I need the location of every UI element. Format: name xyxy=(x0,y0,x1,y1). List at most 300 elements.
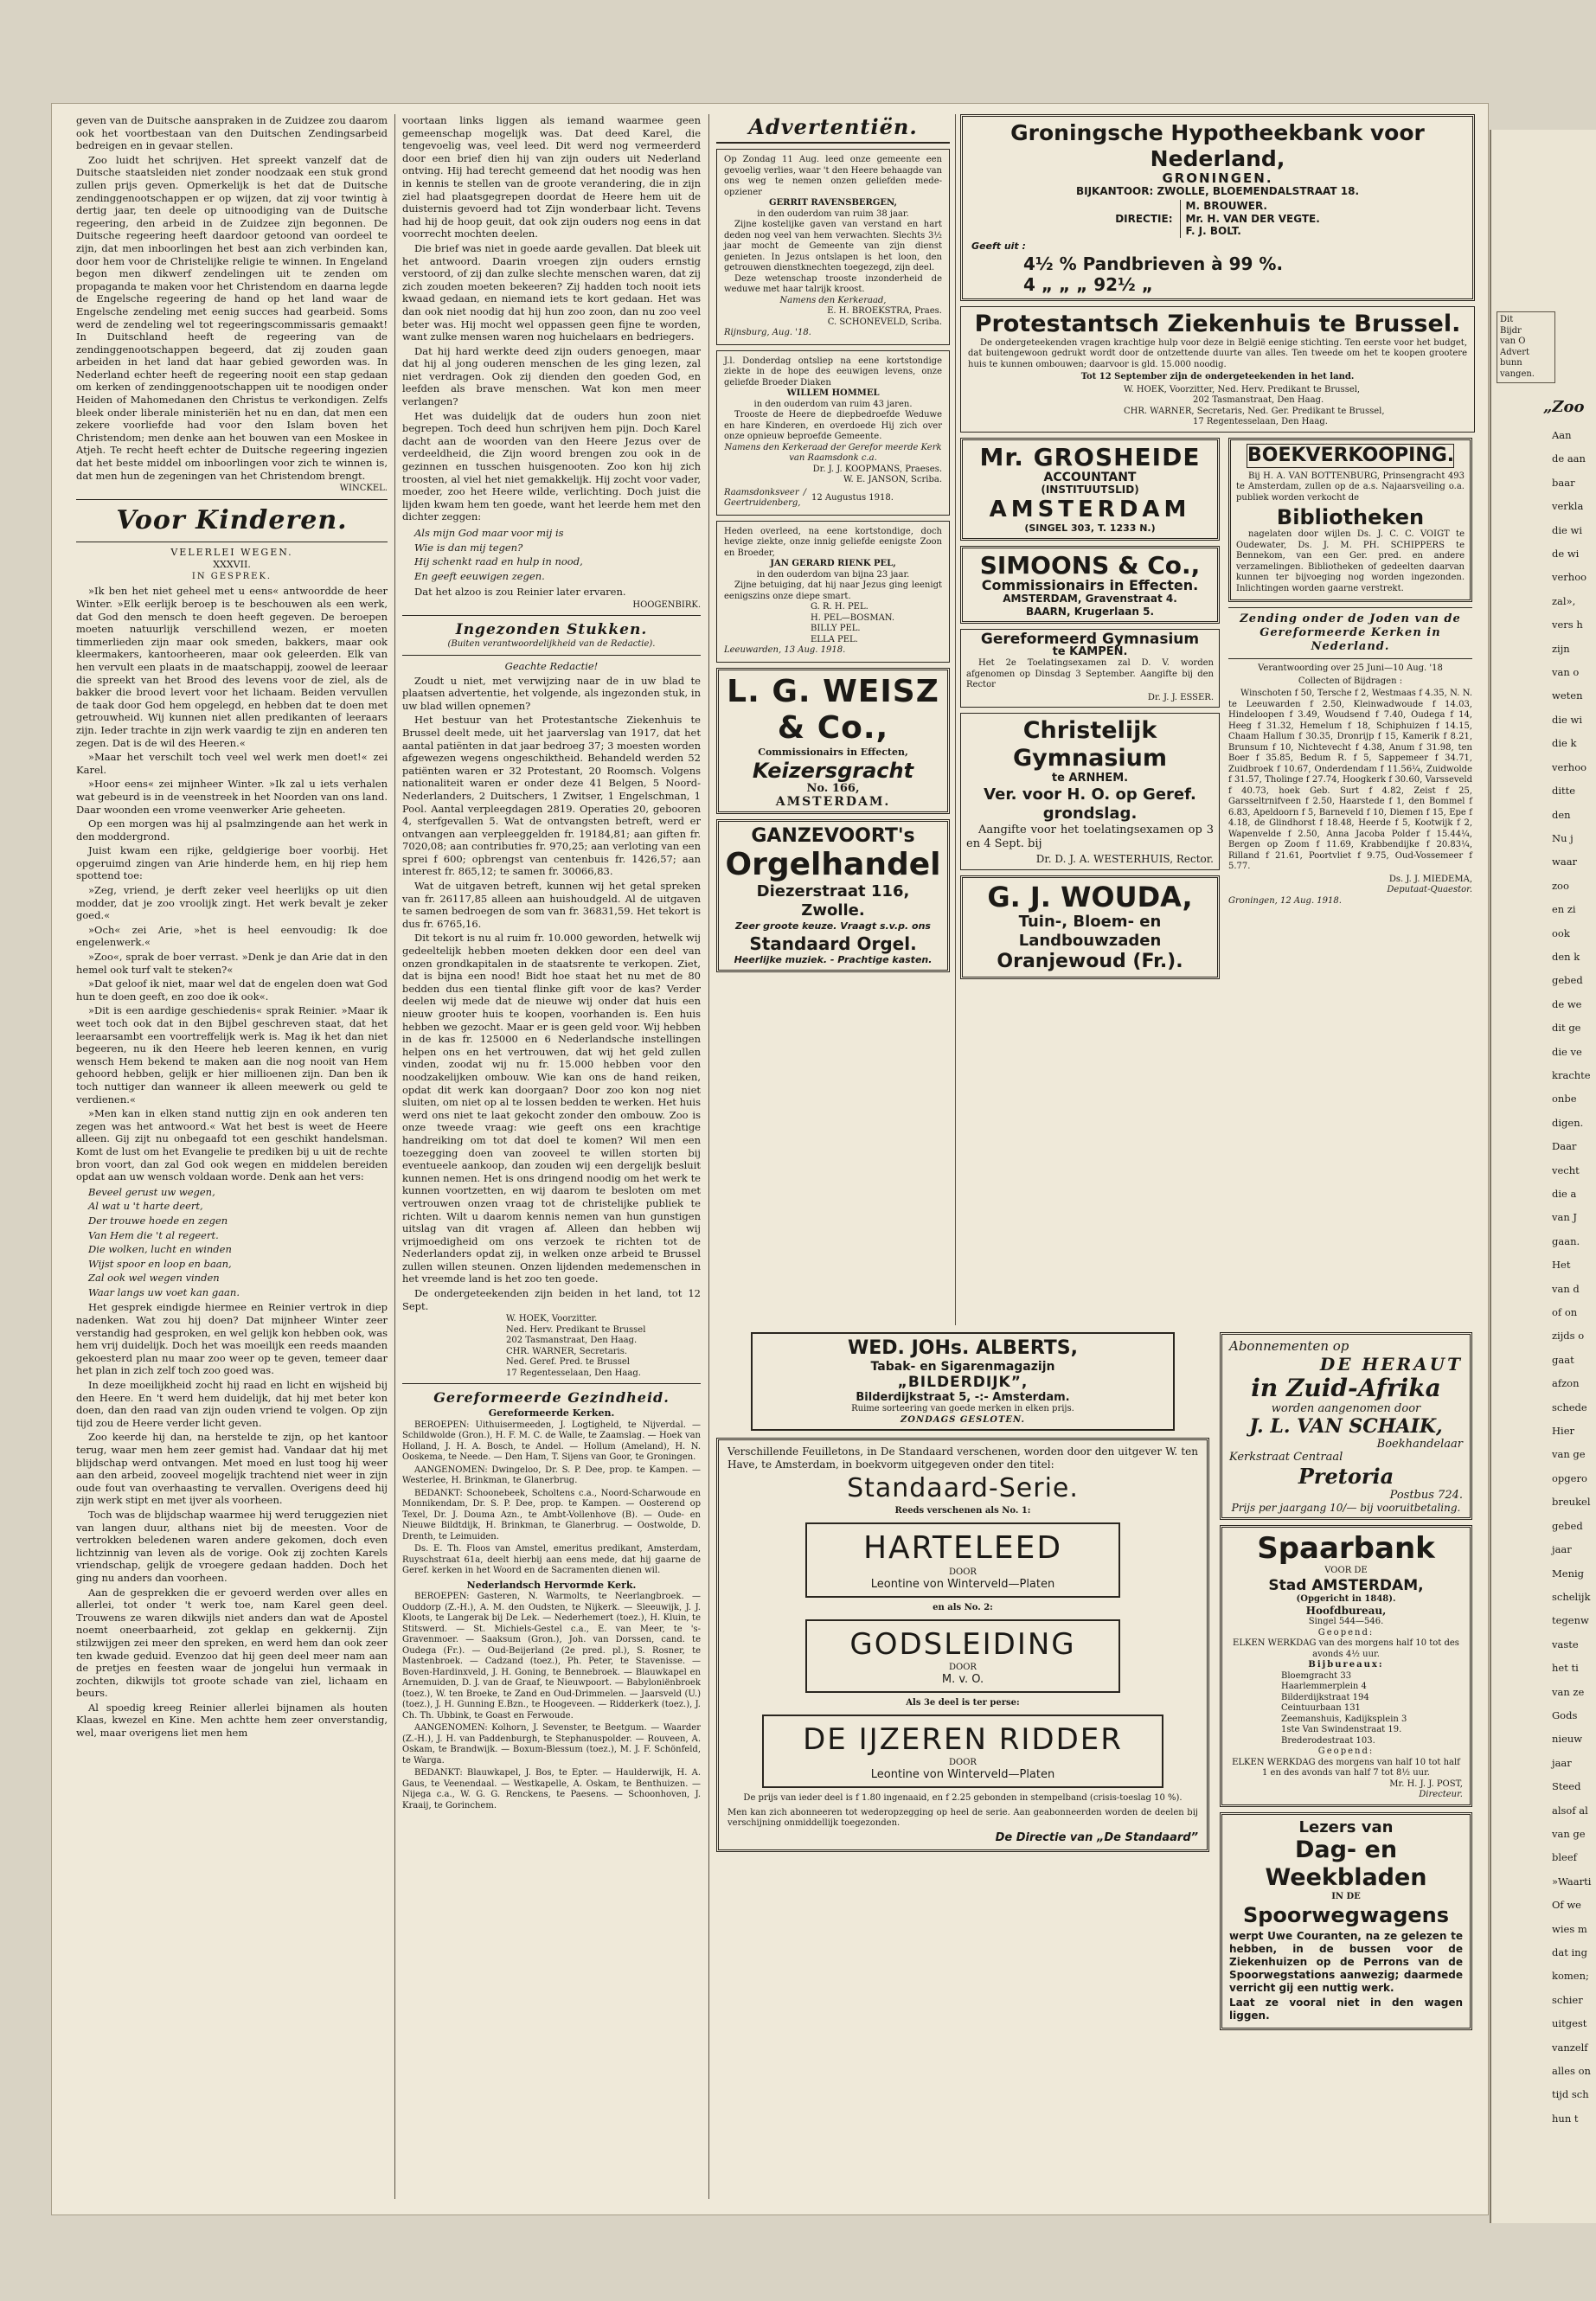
book-by: DOOR xyxy=(949,1757,977,1767)
ad-price: Prijs per jaargang 10/— bij vooruitbetaling. xyxy=(1231,1502,1461,1514)
section-heading: Voor Kinderen. xyxy=(116,504,348,535)
ad-standaard-serie xyxy=(716,1438,1209,1852)
ad-signature: De Directie van „De Standaard” xyxy=(995,1830,1198,1844)
notice-place: Raamsdonksveer / Geertruidenberg, xyxy=(724,487,806,508)
next-page-line: gebed xyxy=(1552,974,1583,987)
next-page-line: de wi xyxy=(1552,548,1580,561)
story-paragraph: »Dat geloof ik niet, maar wel dat de engelen doen wat God hun te doen geeft, en zoo doe ik ook«. xyxy=(76,977,388,1003)
ad-signature: Dr. D. J. A. WESTERHUIS, Rector. xyxy=(1035,852,1214,865)
ad-title: Lezers van xyxy=(1298,1817,1394,1836)
story-paragraph: Dat hij hard werkte deed zijn ouders genoegen, maar dat hij al jong ouderen menschen de les ging lezen, zal niet verdragen. Ook zij dienden den goeden God, en leefden als brave menschen. Wat kon men meer verlangen? xyxy=(402,344,701,408)
ad-text: worden aangenomen door xyxy=(1271,1402,1421,1415)
account-subtitle: Collecten of Bijdragen : xyxy=(1298,676,1403,686)
branch-address: Bilderdijkstraat 194 xyxy=(1281,1692,1369,1702)
ad-address: Postbus 724. xyxy=(1389,1489,1463,1502)
next-page-line: alles on xyxy=(1552,2065,1591,2078)
book-title: DE IJZEREN RIDDER xyxy=(803,1721,1123,1757)
letter-paragraph: Wat de uitgaven betreft, kunnen wij het getal spreken van fr. 26117,85 alleen aan huishoudgeld. Al de uitgaven te samen bedroegen de som van fr. 36831,59. Het tekort is dus fr. 6765,16. xyxy=(402,880,701,930)
column-4-advertisements xyxy=(960,114,1475,1368)
next-page-edge xyxy=(1490,130,1596,2223)
ad-text: VOOR DE xyxy=(1324,1566,1368,1575)
next-page-line: of on xyxy=(1552,1306,1578,1319)
ad-text: Hoofdbureau, xyxy=(1305,1605,1387,1617)
account-signature: Ds. J. J. MIEDEMA, xyxy=(1388,874,1472,884)
next-page-line: die k xyxy=(1552,737,1577,750)
book-title: GODSLEIDING xyxy=(849,1626,1076,1662)
ad-spaarbank xyxy=(1220,1525,1472,1807)
signature-line: W. HOEK, Voorzitter, Ned. Herv. Predikant te Brussel, xyxy=(1124,384,1361,394)
next-page-line: baar xyxy=(1552,476,1575,489)
ad-subtitle: (INSTITUUTSLID) xyxy=(1041,484,1139,497)
ad-title: Orgelhandel xyxy=(725,847,941,883)
signature-line: 202 Tasmanstraat, Den Haag. xyxy=(506,1336,638,1346)
ad-text: IN DE xyxy=(1331,1891,1361,1901)
series-number: en als No. 2: xyxy=(933,1603,993,1612)
poem-line: Al wat u 't harte deert, xyxy=(88,1200,203,1213)
next-page-line: dat ing xyxy=(1552,1946,1587,1958)
next-page-line: zoo xyxy=(1552,879,1569,892)
story-number: XXXVII. xyxy=(213,559,251,571)
poem-line: Wie is dan mij tegen? xyxy=(414,541,523,554)
next-page-line: het ti xyxy=(1552,1662,1579,1675)
ad-heraut xyxy=(1220,1332,1472,1520)
death-notice xyxy=(716,521,950,663)
column-rule xyxy=(708,114,709,2199)
next-page-fragment: Dit xyxy=(1500,315,1514,324)
ad-title: in Zuid-Afrika xyxy=(1251,1374,1441,1402)
letter-paragraph: Zoudt u niet, met verwijzing naar de in uw blad te plaatsen advertentie, het volgende, als ingezonden stuk, in uw blad willen opnemen? xyxy=(402,674,701,712)
notice-footer xyxy=(724,488,942,510)
subsection-heading: Gereformeerde Kerken. xyxy=(488,1407,615,1420)
book-author: M. v. O. xyxy=(941,1673,984,1686)
ad-text: De ondergeteekenden vragen krachtige hulp voor deze in België eenige stichting. Ten eerste voor het budget, dat buitengewoon gedrukt wordt door de ontzettende duurte van alles. Ten tweede om het te koopen grootere huis te kunnen ombouwen; daarvoor is gld. 15.000 noodig. xyxy=(968,337,1467,369)
next-page-line: uitgest xyxy=(1552,2017,1587,2030)
church-news: AANGENOMEN: Dwingeloo, Dr. S. P. Dee, prop. te Kampen. — Westerlee, H. Brinkman, te Glanerbrug. xyxy=(402,1465,701,1486)
notice-text: Trooste de Heere de diepbedroefde Weduwe en hare Kinderen, en overdoede Hij zich over onze opnieuw beproefde Gemeente. xyxy=(724,410,942,441)
next-page-line: opgero xyxy=(1552,1471,1587,1484)
story-subtitle: IN GESPREK. xyxy=(191,571,272,581)
ad-simoons xyxy=(960,546,1220,624)
next-page-line: ditte xyxy=(1552,785,1576,798)
letter-paragraph: De ondergeteekenden zijn beiden in het land, tot 12 Sept. xyxy=(402,1287,701,1312)
letter-paragraph: Het bestuur van het Protestantsche Ziekenhuis te Brussel deelt mede, uit het jaarverslag van 1917, dat het aantal patiënten in dat jaar bedroeg 37; 3 moesten worden afgewezen wegens ongeschiktheid. Behandeld werden 52 patiënten waren er 32 Protestant, 20 Roomsch. Volgens nationaliteit waren er onder deze 41 Belgen, 5 Noord-Nederlanders, 2 Duitschers, 1 Zwitser, 1 Engelschman, 1 Pool. Aantal verpleegdagen 2819. Operaties 20, gebooren 4, sterfgevallen 5. Wat de ontvangsten betreft, werd er ontvangen aan verpleeggelden fr. 19184,81; aan giften fr. 7020,08; aan contributies fr. 970,25; aan verloting van een sprei f 600; opbrengst van centenbuis fr. 1426,57; aan interest fr. 865,12; te samen fr. 30066,83. xyxy=(402,714,701,878)
ad-signatures xyxy=(1124,385,1467,428)
account-signature: Deputaat-Quaestor. xyxy=(1387,885,1472,895)
next-page-fragment: Bijdr xyxy=(1500,325,1522,336)
branch-address: 1ste Van Swindenstraat 19. xyxy=(1281,1725,1402,1734)
ad-number: No. 166, xyxy=(806,782,860,796)
notice-signature: Dr. J. J. KOOPMANS, Praeses. xyxy=(812,464,942,474)
ad-title: Standaard-Serie. xyxy=(847,1473,1079,1503)
divider xyxy=(76,499,388,500)
notice-text: in den ouderdom van ruim 43 jaren. xyxy=(753,399,913,409)
ad-city: Pretoria xyxy=(1298,1464,1394,1489)
book-author: Leontine von Winterveld—Platen xyxy=(870,1578,1055,1591)
book-by: DOOR xyxy=(949,1662,977,1672)
ad-gymnasium-kampen xyxy=(960,629,1220,708)
next-page-line: van ge xyxy=(1552,1827,1586,1840)
ad-alberts xyxy=(751,1332,1175,1431)
branch-address: Zeemanshuis, Kadijksplein 3 xyxy=(1281,1714,1407,1724)
ad-text: werpt Uwe Couranten, na ze gelezen te hebben, in de bussen voor de Ziekenhuizen op de Perrons van de Spoorwegstations aanwezig; daarmede verricht gij een nuttig werk. xyxy=(1229,1930,1463,1994)
branch-list xyxy=(1281,1671,1463,1747)
ad-title: G. J. WOUDA, xyxy=(987,880,1193,913)
divider xyxy=(402,1383,701,1384)
next-page-line: breukel xyxy=(1552,1496,1591,1509)
section-subtitle: (Buiten verantwoordelijkheid van de Redactie). xyxy=(447,639,656,650)
lower-advertisements xyxy=(716,1332,1475,2035)
poem-line: Wijst spoor en loop en baan, xyxy=(88,1257,232,1270)
signature-line: Ned. Geref. Pred. te Brussel xyxy=(506,1357,630,1368)
book-box xyxy=(805,1619,1120,1694)
ad-shopname: „BILDERDIJK”, xyxy=(897,1374,1029,1391)
ad-text: nagelaten door wijlen Ds. J. C. C. VOIGT te Oudewater, Ds. J. M. PH. SCHIPPERS te Bennekom, van een Ger. pred. en andere verzamelingen. Bibliotheken of gedeelten daarvan kunnen ter bijvoeging nog worden ingezonden. Inlichtingen worden gaarne verstrekt. xyxy=(1236,529,1465,593)
directors-list xyxy=(1180,200,1320,238)
director: M. BROUWER. xyxy=(1185,200,1267,213)
book-author: Leontine von Winterveld—Platen xyxy=(870,1768,1055,1781)
ad-hours: ELKEN WERKDAG van des morgens half 10 tot des avonds 4½ uur. xyxy=(1233,1638,1459,1659)
letter-signatures xyxy=(506,1314,701,1379)
next-page-line: Het xyxy=(1552,1259,1571,1272)
story-paragraph: In deze moeilijkheid zocht hij raad en licht en wijsheid bij den Heere. En 't werd hem duidelijk, dat hij met beter kon doen, dan den raad van zijn ouden vriend te volgen. Op zijn tijd zou de Heere verder licht geven. xyxy=(76,1379,388,1429)
adverts-heading: Advertentiën. xyxy=(716,114,950,144)
ad-title: Spoorwegwagens xyxy=(1242,1903,1450,1927)
lower-left xyxy=(716,1332,1209,2035)
notice-signature: W. E. JANSON, Scriba. xyxy=(843,475,942,484)
ad-address: Oranjewoud (Fr.). xyxy=(997,950,1183,972)
story-paragraph: »Zeg, vriend, je derft zeker veel heerlijks op uit dien modder, dat je zoo vroolijk zingt. Het werk bevalt je zeker goed.« xyxy=(76,884,388,922)
ad-grosheide xyxy=(960,438,1220,542)
ad-address: AMSTERDAM, Gravenstraat 4. xyxy=(1003,592,1177,605)
next-page-fragment: van O xyxy=(1500,336,1526,346)
section-heading: Ingezonden Stukken. xyxy=(455,621,648,639)
ad-text: Bijbureaux: xyxy=(1308,1660,1384,1670)
ad-title: L. G. WEISZ & Co., xyxy=(727,673,939,746)
next-page-line: Menig xyxy=(1552,1567,1585,1580)
next-page-line: tegenw xyxy=(1552,1614,1589,1627)
ad-ziekenhuis xyxy=(960,306,1475,433)
next-page-column xyxy=(1552,424,1596,2131)
ad-product: Standaard Orgel. xyxy=(749,933,917,954)
ad-gymnasium-arnhem xyxy=(960,713,1220,869)
ad-text: Boekhandelaar xyxy=(1376,1438,1463,1451)
book-box xyxy=(762,1715,1163,1789)
ad-wouda xyxy=(960,875,1220,979)
directors-label: DIRECTIE: xyxy=(1115,212,1173,225)
story-paragraph: »Ik ben het niet geheel met u eens« antwoordde de heer Winter. »Elk eerlijk beroep is te beschouwen als een werk, dat God den mensch te doen heeft gegeven. De beroepen moeten natuurlijk verschillend wezen, er moeten timmerlieden zijn maar ook smeden, bakkers, maar ook kleermakers, kantoorheeren, maar ook geleerden. Elk van hen vervult een plaats in de maatschappij, zoowel de leeraar die spreekt van het Brood des levens voor de ziel, als de bakker die brood levert voor het lichaam. Beiden vervullen de taak door God hem opgelegd, en hebben dat te doen met getrouwheid. Wij kunnen niet allen predikanten of leeraars zijn. Ieder trachte in zijn werk vaardig te zijn en anderen ten zegen. Dat is de wil des Heeren.« xyxy=(76,585,388,749)
story-paragraph: Dat het alzoo is zou Reinier later ervaren. xyxy=(414,586,626,599)
ad-text: Geopend: xyxy=(1317,1747,1375,1756)
ad-address: Kerkstraat Centraal xyxy=(1229,1451,1343,1464)
next-page-line: wies m xyxy=(1552,1922,1587,1935)
ad-subtitle: Tabak- en Sigarenmagazijn xyxy=(870,1360,1055,1374)
ad-city: AMSTERDAM. xyxy=(775,794,891,809)
next-page-line: den xyxy=(1552,808,1571,821)
next-page-line: van o xyxy=(1552,666,1580,679)
ad-name: J. L. VAN SCHAIK, xyxy=(1249,1415,1443,1438)
next-page-fragment: Advert xyxy=(1500,347,1529,357)
notice-text: Heden overleed, na eene kortstondige, doch hevige ziekte, onze innig geliefde eenigste Zoon en Broeder, xyxy=(724,526,942,558)
divider xyxy=(1228,607,1472,608)
next-page-line: van d xyxy=(1552,1282,1580,1295)
story-paragraph: »Och« zei Arie, »het is heel eenvoudig: Ik doe engelenwerk.« xyxy=(76,923,388,949)
next-page-line: vanzelf xyxy=(1552,2041,1588,2054)
ad-subtitle: ACCOUNTANT xyxy=(1043,470,1137,484)
branch-address: Bloemgracht 33 xyxy=(1281,1670,1352,1681)
ad-address: BAARN, Krugerlaan 5. xyxy=(1025,605,1155,618)
ad-signature: Mr. H. J. J. POST, xyxy=(1389,1779,1463,1789)
ad-intro: Verschillende Feuilletons, in De Standaard verschenen, worden door den uitgever W. ten Have, te Amsterdam, in boekvorm uitgegeven onder den titel: xyxy=(727,1445,1198,1471)
notice-place-date: Rijnsburg, Aug. '18. xyxy=(724,328,811,337)
ad-title: Mr. GROSHEIDE xyxy=(979,442,1201,471)
ad-text: Aangifte voor het toelatingsexamen op 3 en 4 Sept. bij xyxy=(966,823,1214,850)
church-news: BEDANKT: Schoonebeek, Scholtens c.a., Noord-Scharwoude en Monnikendam, Dr. S. P. Dee, prop. te Kampen. — Oosterend op Texel, Dr. J. Douma Azn., te Ambt-Vollenhove (B). — Oude- en Nieuwe Bildtdijk, H. Brinkman, te Glanerbrug. — Oostwolde, D. Drenth, te Leimuiden. xyxy=(402,1488,701,1541)
article-paragraph: Zoo luidt het schrijven. Het spreekt vanzelf dat de Duitsche staatsleiden niet zonder noodzaak een stuk grond zullen prijs geven. Opmerkelijk is het dat de Duitsche zendinggenootschappen er op wijzen, dat zij voor twintig à dertig jaar, ten deele op uitnoodiging van de Duitsche regeering, den arbeid in de Zuidzee zijn begonnen. De Duitsche regeering heeft daardoor getoond van oordeel te zijn, dat men inboorlingen het best aan zich verbinden kan, door hem voor de Christelijke religie te winnen. In Engeland begon men dikwerf zendelingen uit te zenden om propaganda te maken voor het Christendom en daarna legde de Engelsche regeering de hand op het land waar de Engelsche zendeling met eenig succes had gearbeid. Soms werd de zendeling wel tot regeeringscommissaris gemaakt! In Duitschland heeft de regeering van de zendinggenootschappen begeerd, dat zij zouden gaan arbeiden in het land dat haar gebied geworden was. In Nederland echter heeft de regeering nooit een stap gedaan om kerken of zendinggenootschappen uit te noodigen onder Heiden of Mahomedanen den Christus te verkondigen. Zelfs bleek onder liberale ministeriën het nu en dan, dat men een zekere voorliefde had voor den Islam boven het Christendom; men denke aan het bouwen van een Moskee in Atjeh. Te recht heeft echter de Duitsche regeering ingezien dat het beste middel om inboorlingen voor zich te winnen is, dat men hun de zegeningen van het Christendom brengt. xyxy=(76,153,388,482)
notice-signature: E. H. BROEKSTRA, Praes. xyxy=(827,306,942,316)
death-notice xyxy=(716,350,950,516)
divider xyxy=(402,655,701,656)
story-paragraph: Al spoedig kreeg Reinier allerlei bijnamen als houten Klaas, kwezel en Kine. Men achtte hem zeer onverstandig, wel, maar overigens liet men hem xyxy=(76,1701,388,1740)
next-page-line: afzon xyxy=(1552,1377,1580,1390)
book-box xyxy=(805,1522,1120,1599)
ad-price: De prijs van ieder deel is f 1.80 ingenaaid, en f 2.25 gebonden in stempelband (crisis-toeslag 10 %). xyxy=(743,1793,1183,1803)
article-signature: WINCKEL. xyxy=(339,484,388,494)
story-paragraph: »Men kan in elken stand nuttig zijn en ook anderen ten zegen was het antwoord.« Wat het best is weet de Heere alleen. Gij zijt nu onbegaafd tot een geschikt handelsman. Komt de lust om het Evangelie te prediken bij u uit de rechte bron voort, dan zal God ook wegen en middelen bereiden opdat aan uw wensch voldaan worde. Denk aan het vers: xyxy=(76,1107,388,1183)
death-notice xyxy=(716,149,950,345)
ad-text: ZONDAGS GESLOTEN. xyxy=(901,1414,1025,1425)
ad-text: Tot 12 September zijn de ondergeteekenden in het land. xyxy=(1080,372,1355,382)
ad-title: Dag- en Weekbladen xyxy=(1265,1836,1427,1891)
next-page-line: de aan xyxy=(1552,452,1586,465)
next-page-heading: „Zoo xyxy=(1543,398,1585,416)
signature-line: 202 Tasmanstraat, Den Haag. xyxy=(1193,395,1324,406)
ad-city: AMSTERDAM xyxy=(989,496,1191,522)
ad-title: Gereformeerd Gymnasium xyxy=(980,631,1200,649)
notice-text: Zijne betuiging, dat hij naar Jezus ging leenigt eenigszins onze diepe smart. xyxy=(724,580,942,601)
notice-name: JAN GERARD RIENK PEL, xyxy=(770,559,896,568)
next-page-line: waar xyxy=(1552,856,1578,868)
notice-place-date: Leeuwarden, 13 Aug. 1918. xyxy=(724,645,846,655)
ad-title: Christelijk Gymnasium xyxy=(1012,717,1168,772)
ad-subtitle: Ver. voor H. O. op Geref. grondslag. xyxy=(984,785,1196,823)
account-period: Verantwoording over 25 Juni—10 Aug. '18 xyxy=(1258,663,1443,674)
poem xyxy=(76,1186,388,1299)
next-page-line: ook xyxy=(1552,926,1570,939)
next-page-line: komen; xyxy=(1552,1970,1589,1983)
next-page-line: verkla xyxy=(1552,500,1584,513)
ad-title: GANZEVOORT's xyxy=(751,825,915,848)
ad-text: (Opgericht in 1848). xyxy=(1296,1593,1396,1604)
ad-text: Zeer groote keuze. Vraagt s.v.p. ons xyxy=(735,920,931,933)
ad-title: Protestantsch Ziekenhuis te Brussel. xyxy=(974,310,1461,337)
story-paragraph: Het gesprek eindigde hiermee en Reinier vertrok in diep nadenken. Wat zou hij doen? Dat mijnheer Winter zeer verstandig had gesproken, en wel gelijk kon hebben ook, was hem vrij duidelijk. Doch het was moeilijk een reeds maanden gekoesterd plan nu maar zoo weer op te geven, temeer daar het plan in zich zelf toch zoo goed was. xyxy=(76,1301,388,1377)
family-member: H. PEL—BOSMAN. xyxy=(811,612,895,623)
signature-line: 17 Regentesselaan, Den Haag. xyxy=(1193,417,1328,427)
book-title: HARTELEED xyxy=(862,1529,1063,1566)
ad-weisz xyxy=(716,668,950,815)
poem-line: Der trouwe hoede en zegen xyxy=(88,1214,228,1227)
next-page-line: die ve xyxy=(1552,1045,1582,1058)
next-page-line: vecht xyxy=(1552,1163,1580,1176)
branch-address: Brederodestraat 103. xyxy=(1281,1735,1375,1746)
notice-text: Zijne kostelijke gaven van verstand en hart deden nog veel van hem verwachten. Slechts 3½ jaar mocht de Gemeente van zijn dienst genieten. In Jezus ontslapen is het loon, den getrouwen dienstknechten toegezegd, zijn deel. xyxy=(724,220,942,272)
next-page-line: verhoo xyxy=(1552,760,1587,773)
next-page-line: gaat xyxy=(1552,1353,1574,1366)
next-page-line: digen. xyxy=(1552,1116,1584,1129)
ad-subtitle: Commissionairs in Effecten, xyxy=(758,746,908,758)
next-page-line: zal», xyxy=(1552,594,1576,607)
ad-title: DE HERAUT xyxy=(1319,1354,1463,1375)
story-paragraph: Op een morgen was hij al psalmzingende aan het werk in den moddergrond. xyxy=(76,817,388,843)
next-page-line: die wi xyxy=(1552,713,1583,726)
ad-text: Men kan zich abonneeren tot wederopzegging op heel de serie. Aan geabonneerden worden de deelen bij verschijning onmiddellijk toegezonden. xyxy=(727,1807,1198,1828)
ad-text: Abonnementen op xyxy=(1229,1338,1349,1354)
signature-line: CHR. WARNER, Secretaris, Ned. Ger. Predikant te Brussel, xyxy=(1124,406,1385,416)
lower-right xyxy=(1220,1332,1472,2035)
branch-address: Ceintuurbaan 131 xyxy=(1281,1703,1361,1713)
column-rule xyxy=(955,114,956,1325)
notice-name: GERRIT RAVENSBERGEN, xyxy=(769,198,897,208)
poem xyxy=(402,527,701,582)
story-paragraph: »Zoo«, sprak de boer verrast. »Denk je dan Arie dat in den hemel ook turf valt te steken?« xyxy=(76,951,388,976)
poem-line: Die wolken, lucht en winden xyxy=(88,1243,232,1256)
series-number: Als 3e deel is ter perse: xyxy=(906,1698,1020,1708)
story-paragraph: Toch was de blijdschap waarmee hij werd teruggezien niet van langen duur, althans niet bij de meesten. Voor de vertrokken beledenen waren andere gekomen, doch even lichtzinnig van leven als de vorige. Ook zij zochten Karels vriendschap, gelijk de vroegere gedaan hadden. Doch het ging nu anders dan voorheen. xyxy=(76,1508,388,1584)
next-page-line: de we xyxy=(1552,997,1582,1010)
column-1 xyxy=(76,114,388,2190)
letter-paragraph: Dit tekort is nu al ruim fr. 10.000 geworden, hetwelk wij gedeeltelijk hebben moeten dekken door een deel van onzen grondkapitalen in de staatsrente te verkopen. Ziet, dat is bijna een nood! Bidt hoe staat het nu met de 80 bedden dus een tiental flinke gift voor de kas? Verder deelen wij mede dat de nieuwe wij onder dat huis een nieuw grooter huis te koopen, voorhanden is. Een huis hebben we gezocht. Maar er is geen geld voor. Wij hebben in de kas fr. 125000 en 6 Nederlandsche instellingen helpen ons en het vertrouwen, dat wij het geld zullen vinden, zoodat wij nu fr. 15.000 hebben voor den noodzakelijken ombouw. Wie kan ons de hand reiken, opdat dit werk kan doorgaan? Door zoo kon nog niet sluiten, om niet op al te lossen bedden te werken. Het huis werd ons niet te laat gekocht zonder den ombouw. Zoo is onze tweede vraag: wie geeft ons een krachtige handreiking om tot dat doel te komen? Wil men een toezegging doen van zooveel te willen storten bij eventueele aankoop, dan zouden wij een dergelijk besluit kunnen nemen. Het is ons dringend noodig om het werk te kunnen voortzetten, en wij daarom te besloten om met vertrouwen onzen vraag tot de christelijke publiek te richten. Wilt u daarom kennis nemen van hun gunstigen uitslag van dit vragen af. Alleen dan hebben wij vrijmoedigheid om ons verzoek te richten tot de Nederlanders opdat zij, in welken onze arbeid te Brussel zullen willen steunen. Onzen lijdenden medemenschen in het vreemde land is het zoo ten goede. xyxy=(402,932,701,1285)
story-paragraph: Juist kwam een rijke, geldgierige boer voorbij. Het opgeruimd zingen van Arie hinderde hem, en hij riep hem spottend toe: xyxy=(76,844,388,882)
ad-title: Zending onder de Joden van de Gereformeerde Kerken in Nederland. xyxy=(1240,612,1461,654)
next-page-line: van J xyxy=(1552,1211,1578,1224)
subsection-heading: Nederlandsch Hervormde Kerk. xyxy=(466,1579,637,1591)
ad-signature: Directeur. xyxy=(1419,1790,1463,1799)
ad-address: Keizersgracht xyxy=(752,759,914,784)
next-page-line: Hier xyxy=(1552,1425,1575,1438)
signature-line: W. HOEK, Voorzitter. xyxy=(506,1314,598,1324)
next-page-line: schelijk xyxy=(1552,1590,1591,1603)
account-list: Winschoten f 50, Tersche f 2, Westmaas f 4.35, N. N. te Leeuwarden f 2.50, Kleinwadwoude f 14.03, Hindeloopen f 3.49, Woudsend f 7.40, Oudega f 14, Heeg f 31.32, Hemelum f 18, Schiphuizen f 14.15, Chaam Hallum f 30.35, Dronrijp f 15, Kamerik f 8.21, Brunsum f 10, Nichtevecht f 4.38, Anum f 31.98, ten Boer f 35.85, Bedum R. f 5, Sappemeer f 34.71, Zuidbroek f 10.67, Onderdendam f 11.56¼, Zuidwolde f 31.57, Tholinge f 27.74, Hoogkerk f 30.60, Varsseveld f 40.73, hoek Geb. Surt f 4.82, Zeist f 25, Garsseltrnifveen f 2.50, Haarstede f 1, den Bommel f 6.83, Apeldoorn f 5, Barneveld f 10, Diemen f 15, Epe f 4.18, de Glindhorst f 18.48, Heerde f 5, Kootwijk f 2, Wapenvelde f 2.50, Anna Jacoba Polder f 15.44¼, Bergen op Zoom f 11.69, Krabbendijke f 20.83¼, Rilland f 21.61, Poortvliet f 9.75, Oud-Vossemeer f 5.77. xyxy=(1228,689,1472,872)
notice-date: 12 Augustus 1918. xyxy=(811,492,894,503)
director: Mr. H. VAN DER VEGTE. xyxy=(1185,212,1320,225)
ad-directors xyxy=(971,200,1464,238)
series-number: Reeds verschenen als No. 1: xyxy=(894,1506,1031,1516)
next-page-line: van ze xyxy=(1552,1685,1585,1698)
next-page-line: Of we xyxy=(1552,1899,1581,1912)
signature-line: Ned. Herv. Predikant te Brussel xyxy=(506,1324,646,1335)
next-page-line: schede xyxy=(1552,1400,1587,1413)
next-page-line: jaar xyxy=(1552,1543,1572,1556)
next-page-line: onbe xyxy=(1552,1093,1577,1106)
church-news: BEDANKT: Blauwkapel, J. Bos, te Epter. — Haulderwijk, H. A. Gaus, te Veenendaal. — Westkapelle, A. Oskam, te Benthuizen. — Nijega c.a., W. G. G. Renckens, te Paesens. — Schoonhoven, J. Kraaij, te Gorinchem. xyxy=(402,1768,701,1811)
ad-title: Spaarbank xyxy=(1257,1531,1435,1566)
divider xyxy=(402,615,701,616)
ad-branch: BIJKANTOOR: ZWOLLE, BLOEMENDALSTRAAT 18. xyxy=(1075,184,1360,197)
ad-text: Ruime sorteering van goede merken in elken prijs. xyxy=(851,1404,1074,1413)
next-page-line: vers h xyxy=(1552,619,1583,631)
ad-column-left xyxy=(960,438,1220,984)
next-page-line: tijd sch xyxy=(1552,2088,1589,2101)
next-page-line: bleef xyxy=(1552,1851,1577,1864)
ad-city: te ARNHEM. xyxy=(1051,772,1129,785)
ad-address: Singel 544—546. xyxy=(1308,1617,1384,1626)
church-news: Ds. E. Th. Floos van Amstel, emeritus predikant, Amsterdam, Ruyschstraat 61a, deelt hierbij aan eens mede, dat hij gaarne de Geref. kerken in het Woord en de Sacramenten dienen wil. xyxy=(402,1544,701,1576)
next-page-line: die wi xyxy=(1552,523,1583,536)
ad-issue-label: Geeft uit : xyxy=(971,240,1026,252)
next-page-line: van ge xyxy=(1552,1448,1586,1461)
next-page-line: »Waarti xyxy=(1552,1875,1592,1888)
next-page-line: Daar xyxy=(1552,1140,1577,1153)
ad-subtitle: Tuin-, Bloem- en Landbouwzaden xyxy=(1018,912,1162,950)
next-page-line: schier xyxy=(1552,1993,1583,2006)
next-page-line: krachte xyxy=(1552,1068,1591,1081)
branch-address: Haarlemmerplein 4 xyxy=(1281,1682,1367,1691)
ad-city: te KAMPEN. xyxy=(1052,644,1128,658)
church-news: AANGENOMEN: Kolhorn, J. Sevenster, te Beetgum. — Waarder (Z.-H.), J. H. van Paddenburgh, te Stephanuspolder. — Rouveen, A. Oskam, te Brandwijk. — Boxum-Blessum (toez.), M. J. F. Schönfeld, te Warga. xyxy=(402,1723,701,1766)
ad-text: Heerlijke muziek. - Prachtige kasten. xyxy=(734,953,933,965)
next-page-fragment: bunn xyxy=(1500,358,1522,368)
column-2 xyxy=(402,114,701,2190)
ad-column-right xyxy=(1228,438,1472,984)
story-paragraph: »Maar het verschilt toch veel wel werk men doet!« zei Karel. xyxy=(76,751,388,776)
family-member: BILLY PEL. xyxy=(811,624,861,633)
ad-bond-line: 4½ % Pandbrieven à 99 %. xyxy=(1023,253,1284,274)
next-page-box xyxy=(1497,311,1555,383)
story-paragraph: Die brief was niet in goede aarde gevallen. Dat bleek uit het antwoord. Daarin vroegen zijn ouders ernstig verstoord, of zij dan zulke slechte menschen waren, dat zij zich zouden moeten bekeeren? Zij hadden toch nooit iets kwaad gedaan, en niemand iets te kort gedaan. Het was dan ook niet noodig dat hij hun zoo zoon, dan nu zoo veel beter was. Hij mocht wel oppassen geen fijne te worden, want zulke mensen waren nog huichelaars en bedriegers. xyxy=(402,241,701,343)
ad-title: Groningsche Hypotheekbank voor Nederland, xyxy=(1010,120,1425,171)
ad-hypotheekbank xyxy=(960,114,1475,301)
ad-boekverkooping xyxy=(1228,438,1472,603)
ad-title: WED. JOHs. ALBERTS, xyxy=(848,1337,1078,1359)
account-place-date: Groningen, 12 Aug. 1918. xyxy=(1228,895,1342,906)
next-page-line: gaan. xyxy=(1552,1234,1580,1247)
story-paragraph: »Dit is een aardige geschiedenis« sprak Reinier. »Maar ik weet toch ook dat in den Bijbel geschreven staat, dat het leeraarsambt een voortreffelijk werk is. Mag ik het dan niet begeeren, nu ik den Heere heb leeren kennen, en vurig wensch Hem bekend te maken aan die nog nooit van Hem gehoord hebben, gelijk er hier millioenen zijn. Dan ben ik toch nuttiger dan wanneer ik alleen meewerk ou geld te verdienen.« xyxy=(76,1004,388,1106)
next-page-line: weten xyxy=(1552,689,1583,702)
divider xyxy=(1228,658,1472,659)
next-page-line: en zi xyxy=(1552,903,1576,916)
ad-title: BOEKVERKOOPING. xyxy=(1247,444,1455,466)
poem-line: Hij schenkt raad en hulp in nood, xyxy=(414,555,583,568)
next-page-line: jaar xyxy=(1552,1756,1572,1769)
story-signature: HOOGENBIRK. xyxy=(632,599,701,610)
next-page-line: den k xyxy=(1552,950,1580,963)
ad-address: Diezerstraat 116, Zwolle. xyxy=(756,882,910,920)
story-paragraph: Zoo keerde hij dan, na herstelde te zijn, op het kantoor terug, waar men hem zeer gemist had. Vandaar dat hij met blijdschap werd ontvangen. Met moed en lust toog hij weer aan den arbeid, zooveel mogelijk trachtend niet weer in zijn oude fout van overhaasting te vervallen. Overigens deed hij zijn werk stipt en met ijver als voorheen. xyxy=(76,1431,388,1507)
poem-line: Als mijn God maar voor mij is xyxy=(414,527,564,539)
notice-text: in den ouderdom van ruim 38 jaar. xyxy=(757,208,909,219)
poem-line: Beveel gerust uw wegen, xyxy=(88,1185,215,1198)
column-rule xyxy=(394,114,395,2199)
ad-hours: ELKEN WERKDAG des morgens van half 10 tot half 1 en des avonds van half 7 tot 8½ uur. xyxy=(1232,1757,1460,1778)
next-page-line: zijn xyxy=(1552,642,1570,655)
poem-line: Zal ook wel wegen vinden xyxy=(88,1272,220,1285)
director: F. J. BOLT. xyxy=(1185,225,1241,238)
notice-text: Deze wetenschap trooste inzonderheid de weduwe met haar talrijk kroost. xyxy=(724,273,942,294)
notice-text: Op Zondag 11 Aug. leed onze gemeente een gevoelig verlies, waar 't den Heere behaagde van ons weg te nemen onzen geliefden mede-opziener xyxy=(724,155,942,197)
next-page-line: hun t xyxy=(1552,2112,1579,2125)
ad-grid xyxy=(960,438,1475,984)
family-member: G. R. H. PEL. xyxy=(811,602,869,612)
notice-text: Namens den Kerkeraad, xyxy=(779,295,887,305)
story-series: VELERLEI WEGEN. xyxy=(170,546,293,558)
next-page-fragment: vangen. xyxy=(1500,369,1535,379)
ad-address: Bilderdijkstraat 5, -:- Amsterdam. xyxy=(856,1391,1070,1404)
next-page-line: zijds o xyxy=(1552,1330,1585,1343)
ad-lezers xyxy=(1220,1812,1472,2031)
ad-text: Geopend: xyxy=(1317,1627,1375,1638)
column-3-advertisements xyxy=(716,114,950,1325)
next-page-line: Gods xyxy=(1552,1708,1578,1721)
